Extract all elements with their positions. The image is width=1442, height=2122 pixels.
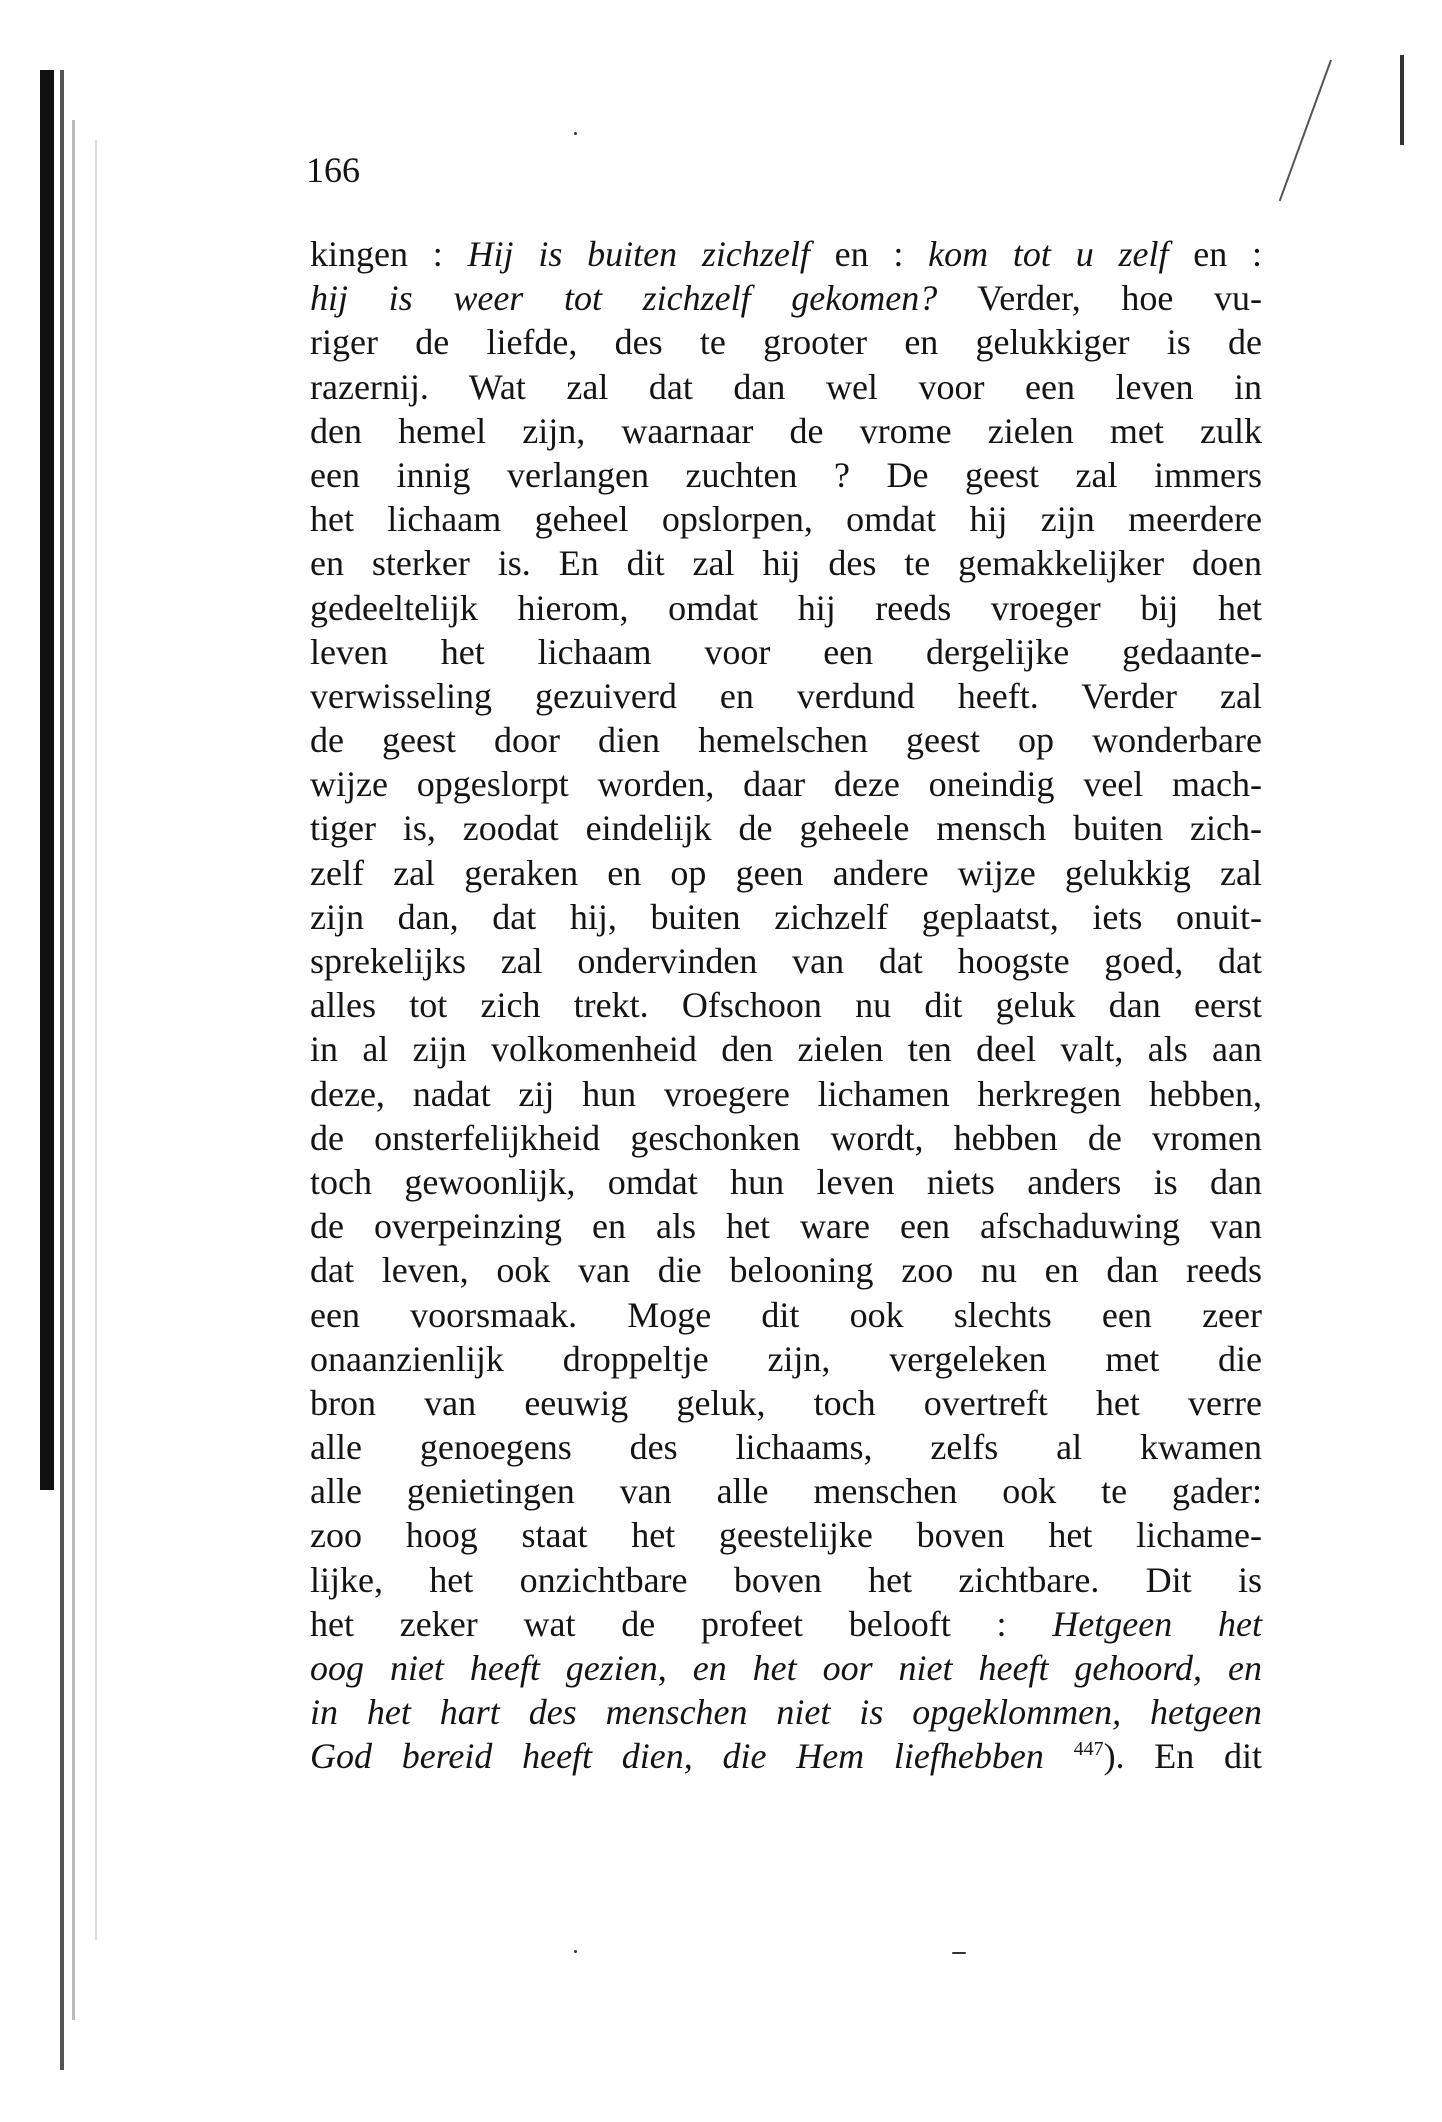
scan-edge-left-thin [60,70,64,2070]
text-run: verwisseling gezuiverd en verdund heeft. Verder zal [310,675,1262,716]
text-run: zijn dan, dat hij, buiten zichzelf geplaatst, iets onuit- [310,896,1262,937]
text-line [310,232,1262,276]
text-line [310,453,1262,497]
text-run: en : [809,234,929,274]
text-run: toch gewoonlijk, omdat hun leven niets anders is dan [310,1161,1262,1202]
text-line [310,674,1262,718]
text-run: kingen : [310,234,468,274]
text-run: een voorsmaak. Moge dit ook slechts een zeer [310,1294,1262,1335]
text-line [310,1425,1262,1469]
text-line [310,1646,1262,1690]
text-line [310,1558,1262,1602]
text-run: bron van eeuwig geluk, toch overtreft het verre [310,1382,1262,1423]
footnote-reference: 447 [1073,1738,1104,1761]
text-line [310,762,1262,806]
text-line [310,409,1262,453]
scan-edge-left [40,70,54,1490]
page-number: 166 [306,150,360,190]
text-run: zoo hoog staat het geestelijke boven het lichame- [310,1515,1262,1556]
text-line [310,276,1262,320]
text-line [310,365,1262,409]
text-run: wijze opgeslorpt worden, daar deze oneindig veel mach- [310,764,1262,805]
scan-edge-left-faint2 [95,140,97,1940]
text-run: in al zijn volkomenheid den zielen ten deel valt, als aan [310,1029,1262,1070]
text-run: razernij. Wat zal dat dan wel voor een leven in [310,366,1262,407]
text-run: de geest door dien hemelschen geest op wonderbare [310,720,1262,761]
text-line [310,1027,1262,1071]
text-run: een innig verlangen zuchten ? De geest zal immers [310,454,1262,495]
dust-speck [574,1950,577,1953]
text-run: het zeker wat de profeet belooft : [310,1603,1053,1644]
text-line [310,1734,1262,1778]
text-line [310,1337,1262,1381]
scan-edge-left-faint [72,120,75,2020]
text-line [310,1513,1262,1557]
text-line [310,1116,1262,1160]
italic-text: Hetgeen het [1052,1603,1262,1644]
text-line [310,851,1262,895]
text-run: en : [1168,234,1263,274]
text-line [310,497,1262,541]
text-run: deze, nadat zij hun vroegere lichamen herkregen hebben, [310,1073,1262,1114]
text-line [310,630,1262,674]
text-run: leven het lichaam voor een dergelijke gedaante- [310,631,1262,672]
italic-text: hij is weer tot zichzelf gekomen? [310,278,938,319]
text-run: zelf zal geraken en op geen andere wijze gelukkig zal [310,852,1262,893]
text-run: lijke, het onzichtbare boven het zichtbare. Dit is [310,1559,1262,1600]
text-line [310,1690,1262,1734]
text-run: onaanzienlijk droppeltje zijn, vergeleken met die [310,1338,1262,1379]
italic-text: God bereid heeft dien, die Hem liefhebben [310,1736,1074,1777]
text-line [310,1248,1262,1292]
text-run: het lichaam geheel opslorpen, omdat hij zijn meerdere [310,499,1262,540]
scan-edge-right-line [1279,60,1332,202]
text-run: alles tot zich trekt. Ofschoon nu dit geluk dan eerst [310,985,1262,1026]
italic-text: kom tot u zelf [928,234,1169,274]
text-run: de onsterfelijkheid geschonken wordt, hebben de vromen [310,1117,1262,1158]
italic-text: oog niet heeft gezien, en het oor niet heeft gehoord, en [310,1648,1262,1688]
text-line [310,320,1262,364]
italic-text: in het hart des menschen niet is opgeklommen, hetgeen [310,1692,1262,1733]
text-run: Verder, hoe vu- [937,278,1262,319]
text-run: alle genoegens des lichaams, zelfs al kwamen [310,1427,1262,1468]
text-line [310,1204,1262,1248]
text-run: tiger is, zoodat eindelijk de geheele mensch buiten zich- [310,808,1262,849]
italic-text: Hij is buiten zichzelf [467,234,810,274]
text-run: den hemel zijn, waarnaar de vrome zielen met zulk [310,410,1262,451]
text-line [310,1293,1262,1337]
text-run: riger de liefde, des te grooter en gelukkiger is de [310,322,1262,363]
text-line [310,1381,1262,1425]
text-run: gedeeltelijk hierom, omdat hij reeds vroeger bij het [310,587,1262,628]
text-line [310,586,1262,630]
text-run: en sterker is. En dit zal hij des te gemakkelijker doen [310,543,1262,584]
dust-speck [574,132,577,135]
text-line [310,1602,1262,1646]
text-run: ). En dit [1103,1736,1262,1777]
text-line [310,1160,1262,1204]
text-run: sprekelijks zal ondervinden van dat hoogste goed, dat [310,941,1262,981]
text-line [310,1469,1262,1513]
text-run: alle genietingen van alle menschen ook te gader: [310,1471,1262,1512]
text-line [310,983,1262,1027]
text-line [310,718,1262,762]
dust-speck [952,1952,966,1954]
text-run: dat leven, ook van die belooning zoo nu en dan reeds [310,1250,1262,1291]
body-text [310,232,1262,1779]
text-line [310,939,1262,983]
scan-edge-right [1400,55,1404,145]
text-line [310,806,1262,850]
text-line [310,541,1262,585]
text-run: de overpeinzing en als het ware een afschaduwing van [310,1206,1262,1247]
text-line [310,1072,1262,1116]
text-line [310,895,1262,939]
